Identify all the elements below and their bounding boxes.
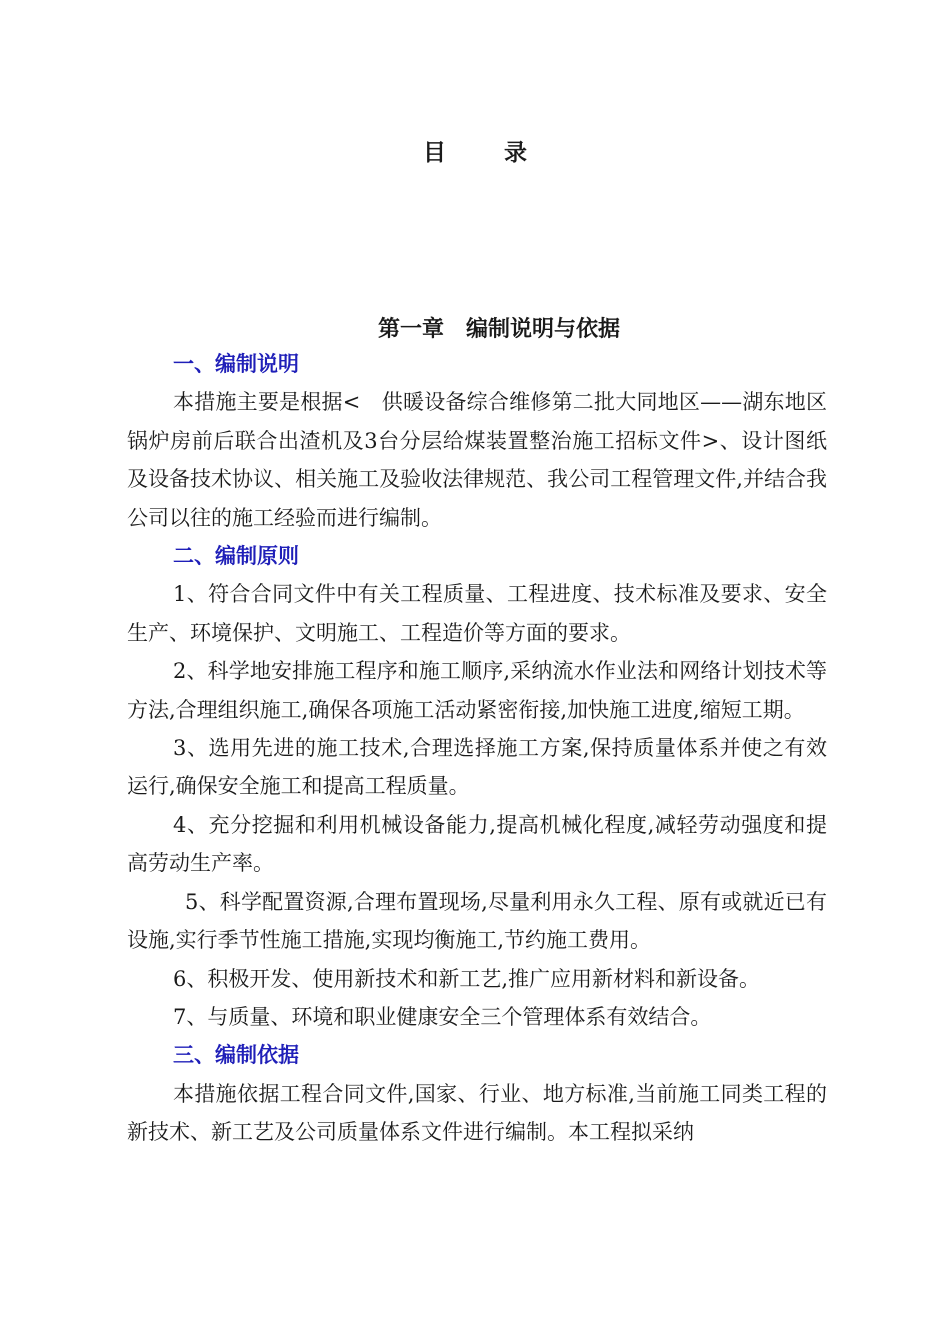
section-heading-explanation: 一、编制说明 bbox=[173, 352, 299, 376]
paragraph: 本措施主要是根据< 供暖设备综合维修第二批大同地区——湖东地区锅炉房前后联合出渣机及3台分层给煤装置整治施工招标文件>、设计图纸及设备技术协议、相关施工及验收法律规范、我公司工程管理文件,并结合我公司以往的施工经验而进行编制。 bbox=[127, 390, 827, 530]
chapter-body bbox=[127, 345, 827, 1152]
section-heading-principles: 二、编制原则 bbox=[173, 544, 299, 569]
principle-item-6: 6、积极开发、使用新技术和新工艺,推广应用新材料和新设备。 bbox=[173, 966, 761, 991]
principle-item-4: 4、充分挖掘和利用机械设备能力,提高机械化程度,减轻劳动强度和提高劳动生产率。 bbox=[127, 812, 827, 876]
chapter-title: 第一章 编制说明与依据 bbox=[377, 317, 620, 342]
principle-item-2: 2、科学地安排施工程序和施工顺序,采纳流水作业法和网络计划技术等方法,合理组织施工,确保各项施工活动紧密衔接,加快施工进度,缩短工期。 bbox=[127, 659, 827, 722]
principle-item-5: 5、科学配置资源,合理布置现场,尽量利用永久工程、原有或就近已有设施,实行季节性施工措施,实现均衡施工,节约施工费用。 bbox=[127, 889, 827, 953]
paragraph: 本措施依据工程合同文件,国家、行业、地方标准,当前施工同类工程的新技术、新工艺及公司质量体系文件进行编制。本工程拟采纳 bbox=[127, 1081, 827, 1145]
toc-title: 目录 bbox=[423, 140, 585, 166]
principle-item-7: 7、与质量、环境和职业健康安全三个管理体系有效结合。 bbox=[173, 1004, 712, 1029]
principle-item-3: 3、选用先进的施工技术,合理选择施工方案,保持质量体系并使之有效运行,确保安全施工和提高工程质量。 bbox=[127, 736, 827, 799]
principle-item-1: 1、符合合同文件中有关工程质量、工程进度、技术标准及要求、安全生产、环境保护、文明施工、工程造价等方面的要求。 bbox=[127, 582, 827, 645]
section-heading-basis: 三、编制依据 bbox=[173, 1043, 299, 1068]
